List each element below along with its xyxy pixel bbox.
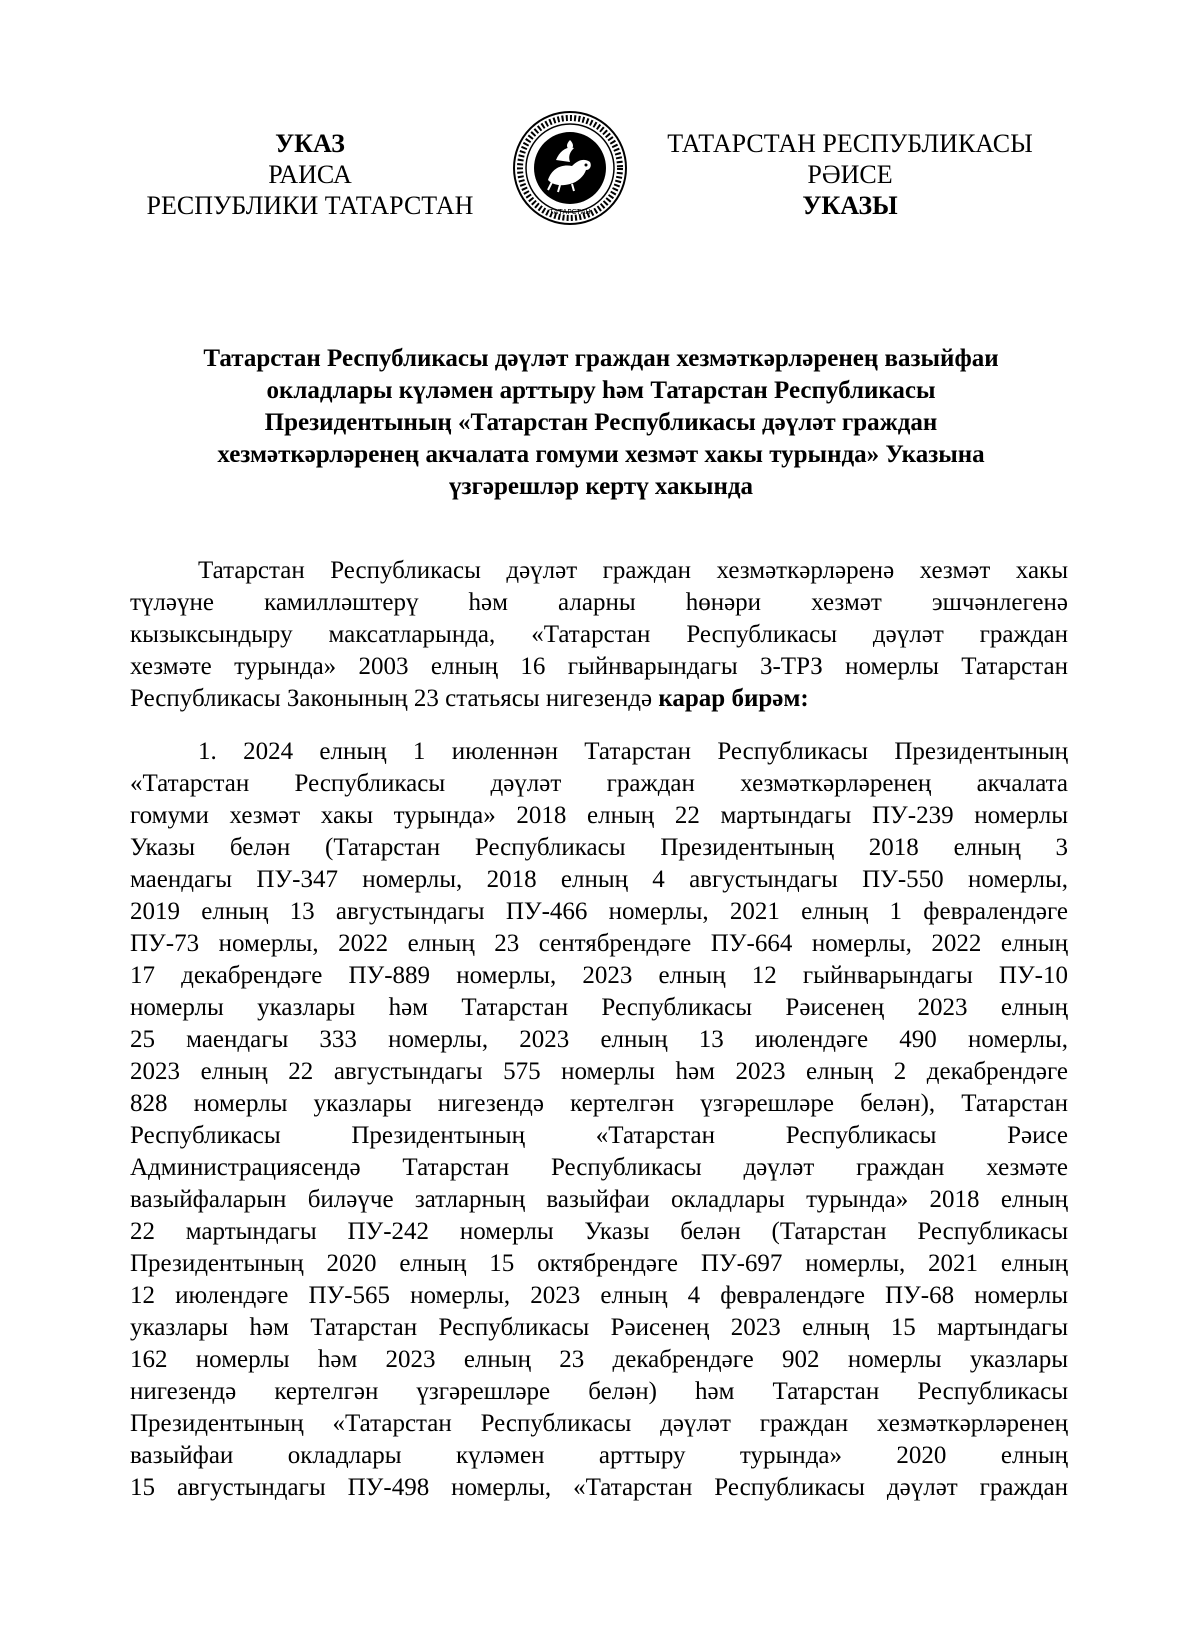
title-line: үзгәрешләр кертү хакында: [448, 473, 753, 500]
paragraph-line: вазыйфаларын биләүче затларның вазыйфаи окладлары турында» 2018 елның: [130, 1186, 1068, 1213]
paragraph-line: хезмәте турында» 2003 елның 16 гыйнварындагы 3-ТРЗ номерлы Татарстан: [130, 653, 1068, 680]
document-title: [118, 343, 1084, 503]
paragraph-line: гомуми хезмәт хакы турында» 2018 елның 22 мартындагы ПУ-239 номерлы: [130, 802, 1068, 829]
decree-phrase: карар бирәм:: [658, 685, 809, 712]
header-left-line-1: УКАЗ: [275, 129, 345, 158]
paragraph-line: 22 мартындагы ПУ-242 номерлы Указы белән (Татарстан Республикасы: [130, 1218, 1068, 1245]
tatarstan-coat-of-arms-icon: [512, 110, 628, 226]
paragraph-line: Республикасы Президентының «Татарстан Республикасы Рәисе: [130, 1122, 1068, 1149]
paragraph-line: Президентының 2020 елның 15 октябрендәге ПУ-697 номерлы, 2021 елның: [130, 1250, 1068, 1277]
header-right-line-3: УКАЗЫ: [802, 191, 898, 220]
paragraph-line: 25 маендагы 333 номерлы, 2023 елның 13 июлендәге 490 номерлы,: [130, 1026, 1068, 1053]
paragraph-line-prefix: Республикасы Законының 23 статьясы нигезендә: [130, 685, 659, 712]
clause-1-paragraph: [130, 736, 1068, 1504]
document-header: [0, 128, 1200, 238]
title-line: окладлары күләмен арттыру һәм Татарстан Республикасы: [266, 377, 936, 404]
header-right-tatar: [655, 128, 1045, 221]
title-line: хезмәткәрләренең акчалата гомуми хезмәт хакы турында» Указына: [217, 441, 985, 468]
paragraph-line: Администрациясендә Татарстан Республикасы дәүләт граждан хезмәте: [130, 1154, 1068, 1181]
header-left-line-3: РЕСПУБЛИКИ ТАТАРСТАН: [146, 191, 474, 220]
paragraph-line: түләүне камилләштерү һәм аларны һөнәри хезмәт эшчәнлегенә: [130, 589, 1068, 616]
paragraph-line: Указы белән (Татарстан Республикасы Президентының 2018 елның 3: [130, 834, 1068, 861]
paragraph-line: 1. 2024 елның 1 июленнән Татарстан Республикасы Президентының: [198, 738, 1068, 765]
paragraph-line: Президентының «Татарстан Республикасы дәүләт граждан хезмәткәрләренең: [130, 1410, 1068, 1437]
paragraph-line: ПУ-73 номерлы, 2022 елның 23 сентябрендәге ПУ-664 номерлы, 2022 елның: [130, 930, 1068, 957]
paragraph-line: маендагы ПУ-347 номерлы, 2018 елның 4 августындагы ПУ-550 номерлы,: [130, 866, 1068, 893]
paragraph-line: номерлы указлары һәм Татарстан Республикасы Рәисенең 2023 елның: [130, 994, 1068, 1021]
paragraph-line: указлары һәм Татарстан Республикасы Рәисенең 2023 елның 15 мартындагы: [130, 1314, 1068, 1341]
paragraph-line: вазыйфаи окладлары күләмен арттыру турында» 2020 елның: [130, 1442, 1068, 1469]
header-left-line-2: РАИСА: [268, 160, 352, 189]
paragraph-line: кызыксындыру максатларында, «Татарстан Республикасы дәүләт граждан: [130, 621, 1068, 648]
paragraph-line: «Татарстан Республикасы дәүләт граждан хезмәткәрләренең акчалата: [130, 770, 1068, 797]
paragraph-line-final: [130, 683, 1068, 715]
paragraph-line: 17 декабрендәге ПУ-889 номерлы, 2023 елның 12 гыйнварындагы ПУ-10: [130, 962, 1068, 989]
title-line: Татарстан Республикасы дәүләт граждан хезмәткәрләренең вазыйфаи: [203, 345, 999, 372]
paragraph-line: 2023 елның 22 августындагы 575 номерлы һәм 2023 елның 2 декабрендәге: [130, 1058, 1068, 1085]
header-left-russian: [145, 128, 475, 221]
emblem-ring-text: ТАТАРСТАН: [549, 208, 591, 216]
paragraph-line: 828 номерлы указлары нигезендә кертелгән үзгәрешләре белән), Татарстан: [130, 1090, 1068, 1117]
header-right-line-2: РӘИСЕ: [807, 160, 893, 189]
paragraph-line: 162 номерлы һәм 2023 елның 23 декабрендәге 902 номерлы указлары: [130, 1346, 1068, 1373]
paragraph-line: Татарстан Республикасы дәүләт граждан хезмәткәрләренә хезмәт хакы: [198, 557, 1068, 584]
preamble-paragraph: [130, 555, 1068, 715]
paragraph-line: нигезендә кертелгән үзгәрешләре белән) һәм Татарстан Республикасы: [130, 1378, 1068, 1405]
title-line: Президентының «Татарстан Республикасы дәүләт граждан: [264, 409, 938, 436]
header-right-line-1: ТАТАРСТАН РЕСПУБЛИКАСЫ: [667, 129, 1033, 158]
paragraph-line: 15 августындагы ПУ-498 номерлы, «Татарстан Республикасы дәүләт граждан: [130, 1474, 1068, 1501]
paragraph-line: 12 июлендәге ПУ-565 номерлы, 2023 елның 4 февралендәге ПУ-68 номерлы: [130, 1282, 1068, 1309]
paragraph-line: 2019 елның 13 августындагы ПУ-466 номерлы, 2021 елның 1 февралендәге: [130, 898, 1068, 925]
